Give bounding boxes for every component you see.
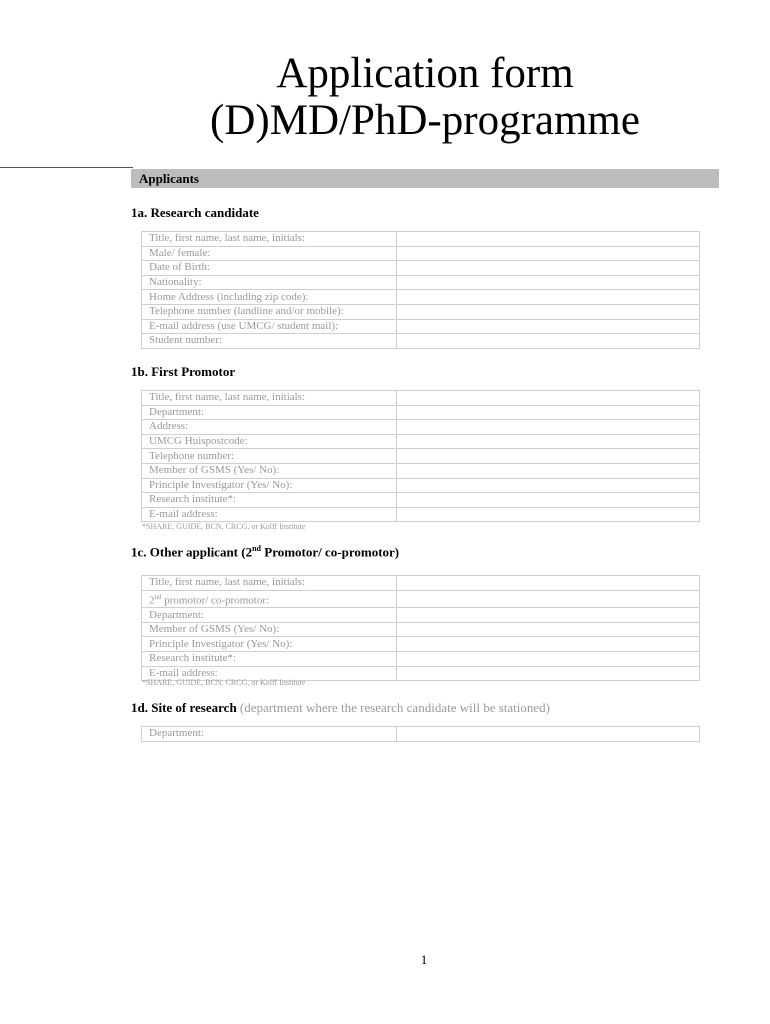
row-label: Telephone number (landline and/or mobile): <box>142 304 397 319</box>
row-label: Nationality: <box>142 275 397 290</box>
row-label: Title, first name, last name, initials: <box>142 576 397 591</box>
heading-first-promotor: 1b. First Promotor <box>131 364 236 379</box>
table-first-promotor <box>141 390 700 522</box>
ordinal-suffix: nd <box>252 544 261 553</box>
footnote-research-institute: *SHARE, GUIDE, BCN, CRCG, or Kolff Institute <box>142 522 306 531</box>
value-field[interactable] <box>397 420 700 435</box>
value-field[interactable] <box>397 507 700 522</box>
heading-text: 1c. Other applicant (2 <box>131 544 253 560</box>
row-label: Date of Birth: <box>142 261 397 276</box>
row-label: Telephone number: <box>142 449 397 464</box>
row-label: E-mail address: <box>142 507 397 522</box>
row-label-text: promotor/ co-promotor: <box>161 594 270 607</box>
row-label: Research institute*: <box>142 493 397 508</box>
value-field[interactable] <box>397 405 700 420</box>
value-field[interactable] <box>397 622 700 637</box>
table-row <box>142 463 700 478</box>
ordinal-suffix: nd <box>154 592 162 601</box>
applicants-band: Applicants <box>131 169 719 188</box>
table-row <box>142 590 700 608</box>
form-title-line2: (D)MD/PhD-programme <box>210 97 640 144</box>
value-field[interactable] <box>397 666 700 681</box>
table-row <box>142 434 700 449</box>
value-field[interactable] <box>397 290 700 305</box>
heading-other-applicant <box>131 544 399 560</box>
table-row <box>142 493 700 508</box>
value-field[interactable] <box>397 576 700 591</box>
row-label: Home Address (including zip code): <box>142 290 397 305</box>
row-label <box>142 590 397 608</box>
heading-note: (department where the research candidate will be stationed) <box>239 700 550 715</box>
table-row <box>142 334 700 349</box>
table-research-candidate <box>141 231 700 349</box>
table-row <box>142 304 700 319</box>
table-row <box>142 391 700 406</box>
footnote-research-institute: *SHARE, GUIDE, BCN, CRCG, or Kolff Institute <box>142 678 306 687</box>
table-row <box>142 290 700 305</box>
table-row <box>142 576 700 591</box>
row-label: Member of GSMS (Yes/ No): <box>142 463 397 478</box>
table-row <box>142 622 700 637</box>
heading-site-of-research <box>131 700 550 716</box>
value-field[interactable] <box>397 319 700 334</box>
value-field[interactable] <box>397 608 700 623</box>
row-label: Principle Investigator (Yes/ No): <box>142 637 397 652</box>
row-label: E-mail address: <box>142 666 397 681</box>
table-row <box>142 405 700 420</box>
table-row <box>142 261 700 276</box>
value-field[interactable] <box>397 493 700 508</box>
value-field[interactable] <box>397 391 700 406</box>
table-row <box>142 727 700 742</box>
row-label: Principle Investigator (Yes/ No): <box>142 478 397 493</box>
table-row <box>142 507 700 522</box>
table-row <box>142 637 700 652</box>
value-field[interactable] <box>397 334 700 349</box>
value-field[interactable] <box>397 652 700 667</box>
table-row <box>142 478 700 493</box>
row-label: Title, first name, last name, initials: <box>142 232 397 247</box>
row-label: Member of GSMS (Yes/ No): <box>142 622 397 637</box>
row-label: Department: <box>142 608 397 623</box>
table-site-of-research <box>141 726 700 742</box>
value-field[interactable] <box>397 478 700 493</box>
value-field[interactable] <box>397 232 700 247</box>
row-label: Department: <box>142 405 397 420</box>
table-row <box>142 246 700 261</box>
value-field[interactable] <box>397 304 700 319</box>
form-title-line1: Application form <box>276 50 574 97</box>
table-row <box>142 420 700 435</box>
row-label: UMCG Huispostcode: <box>142 434 397 449</box>
table-row <box>142 449 700 464</box>
row-label: Department: <box>142 727 397 742</box>
table-row <box>142 652 700 667</box>
value-field[interactable] <box>397 727 700 742</box>
heading-research-candidate: 1a. Research candidate <box>131 205 259 220</box>
row-label: Research institute*: <box>142 652 397 667</box>
table-row <box>142 319 700 334</box>
table-other-applicant <box>141 575 700 681</box>
row-label-number: 2 <box>149 594 155 607</box>
row-label: Male/ female: <box>142 246 397 261</box>
heading-text: Promotor/ co-promotor) <box>261 544 400 560</box>
table-row <box>142 275 700 290</box>
value-field[interactable] <box>397 449 700 464</box>
row-label: Student number: <box>142 334 397 349</box>
section-rule <box>0 167 133 168</box>
table-row <box>142 232 700 247</box>
table-row <box>142 608 700 623</box>
value-field[interactable] <box>397 637 700 652</box>
value-field[interactable] <box>397 261 700 276</box>
value-field[interactable] <box>397 246 700 261</box>
row-label: E-mail address (use UMCG/ student mail): <box>142 319 397 334</box>
form-title <box>0 50 770 144</box>
page-number: 1 <box>420 952 428 967</box>
value-field[interactable] <box>397 434 700 449</box>
heading-text: 1d. Site of research <box>131 700 237 715</box>
value-field[interactable] <box>397 463 700 478</box>
value-field[interactable] <box>397 275 700 290</box>
value-field[interactable] <box>397 590 700 608</box>
row-label: Title, first name, last name, initials: <box>142 391 397 406</box>
row-label: Address: <box>142 420 397 435</box>
